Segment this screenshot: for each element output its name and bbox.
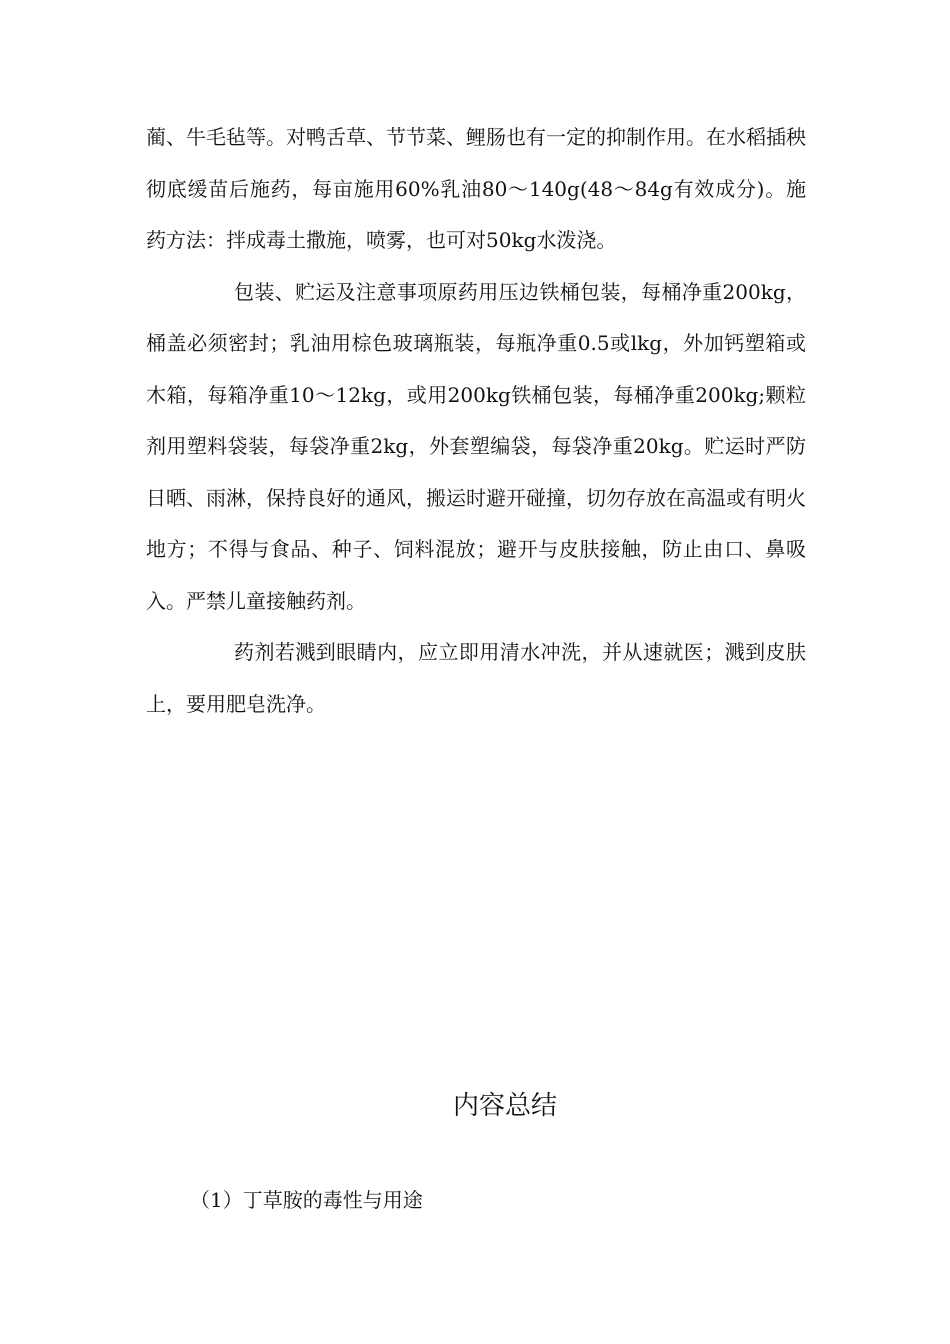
paragraph-first-aid: 药剂若溅到眼睛内，应立即用清水冲洗，并从速就医；溅到皮肤上，要用肥皂洗净。 xyxy=(146,640,806,716)
paragraph-packaging-storage: 包装、贮运及注意事项原药用压边铁桶包装，每桶净重200kg，桶盖必须密封；乳油用棕色玻璃瓶装，每瓶净重0.5或lkg，外加钙塑箱或木箱，每箱净重10～12kg，或用200kg铁桶包装，每桶净重200kg;颗粒剂用塑料袋装，每袋净重2kg，外套塑编袋，每袋净重20kg。贮运时严防日晒、雨淋，保持良好的通风，搬运时避开碰撞，切勿存放在高温或有明火地方；不得与食品、种子、饲料混放；避开与皮肤接触，防止由口、鼻吸入。严禁儿童接触药剂。 xyxy=(146,279,806,613)
paragraph-application: 蔺、牛毛毡等。对鸭舌草、节节菜、鲤肠也有一定的抑制作用。在水稻插秧彻底缓苗后施药，每亩施用60%乳油80～140g(48～84g有效成分)。施药方法：拌成毒土撒施，喷雾，也可对50kg水泼浇。 xyxy=(146,125,806,252)
summary-item: （1）丁草胺的毒性与用途 xyxy=(190,1188,423,1212)
body-text xyxy=(146,112,806,730)
summary-heading: 内容总结 xyxy=(452,1091,557,1121)
